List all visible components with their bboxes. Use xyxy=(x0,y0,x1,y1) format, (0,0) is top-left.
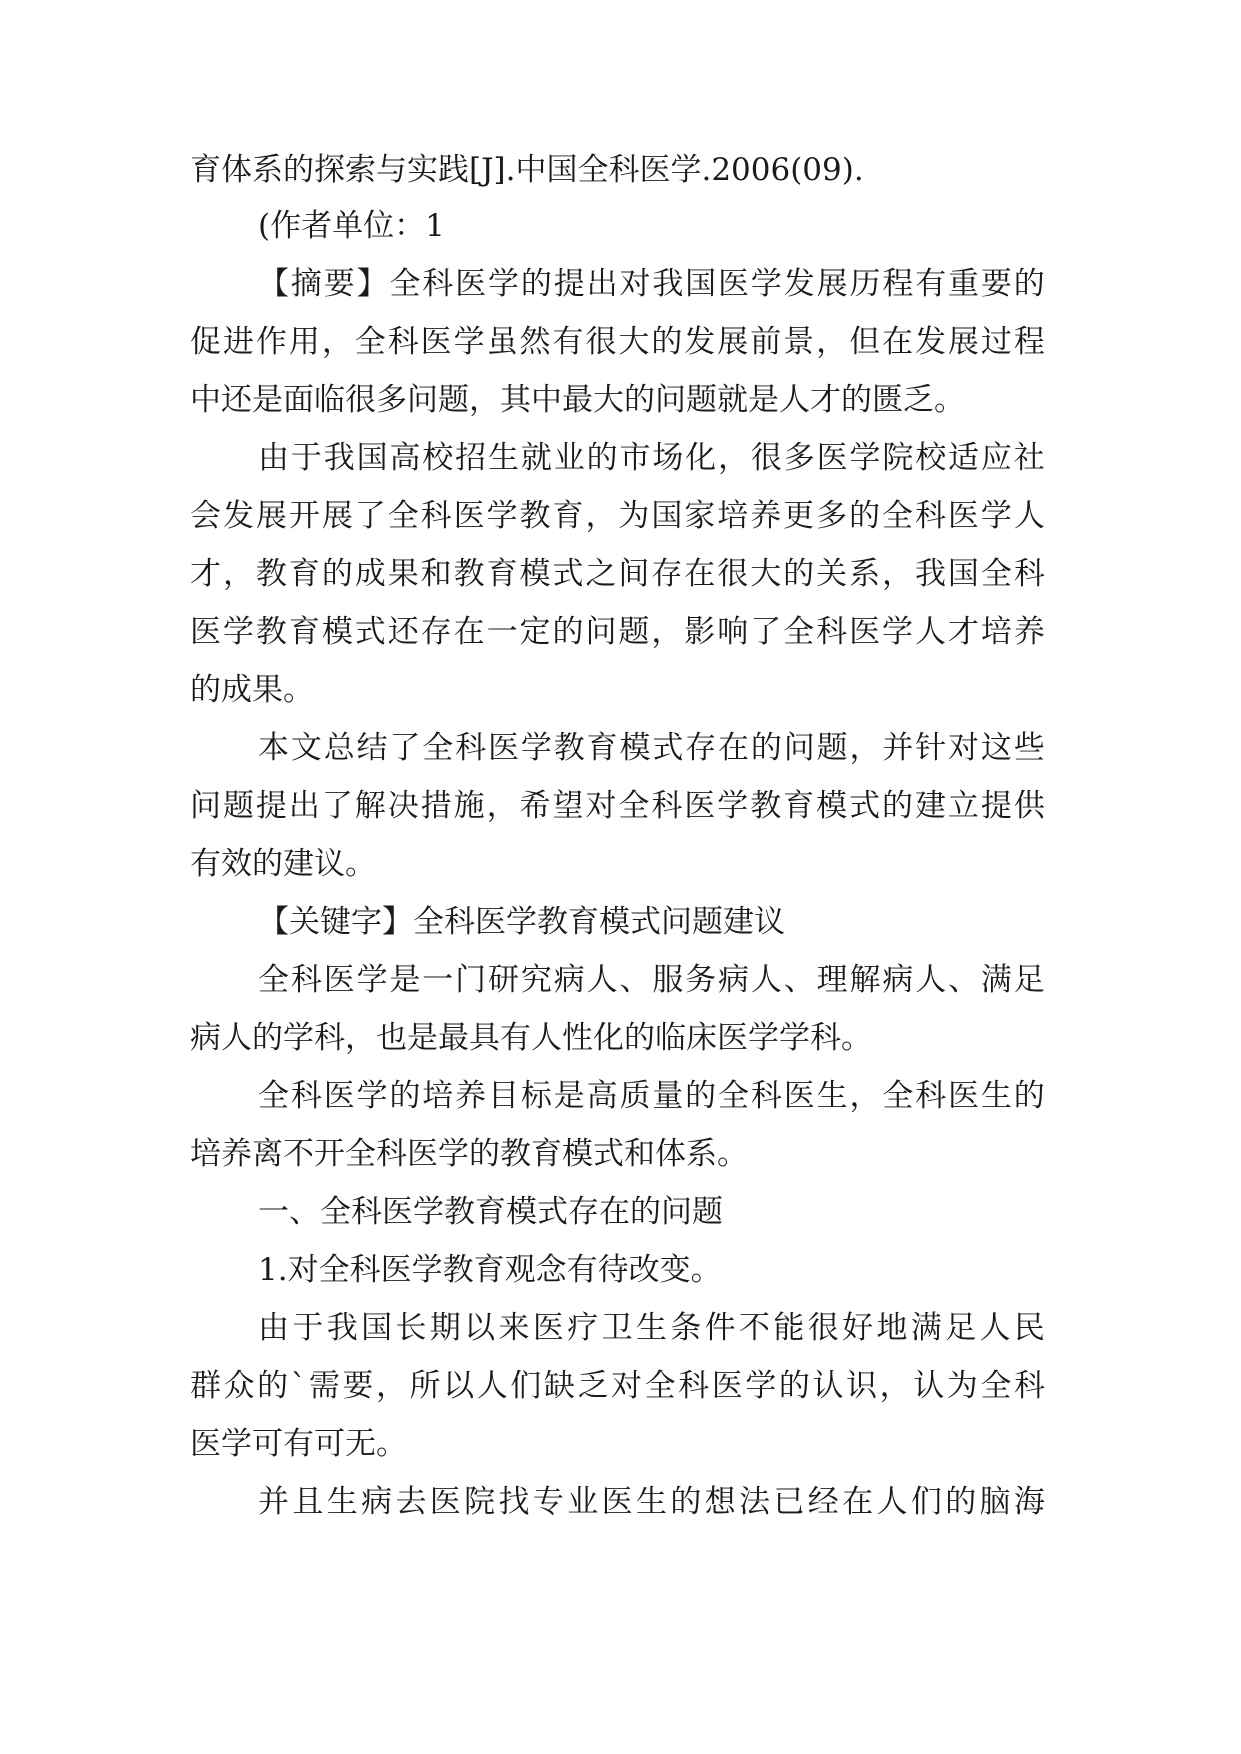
text-line: 【 摘 要 】 全 科 医 学 的 提 出 对 我 国 医 学 发 展 历 程 有 重 要 的 xyxy=(258,266,1045,302)
text-line: 医学可有可无。 xyxy=(190,1426,407,1462)
text-line: 全 科 医 学 的 培 养 目 标 是 高 质 量 的 全 科 医 生 ， 全 科 医 生 的 xyxy=(258,1078,1045,1114)
text-line: 一、全科医学教育模式存在的问题 xyxy=(258,1194,723,1230)
text-line: 医 学 教 育 模 式 还 存 在 一 定 的 问 题 ， 影 响 了 全 科 医 学 人 才 培 养 xyxy=(190,614,1045,650)
text-line: 1.对全科医学教育观念有待改变。 xyxy=(258,1252,722,1288)
text-line: 由 于 我 国 高 校 招 生 就 业 的 市 场 化 ， 很 多 医 学 院 校 适 应 社 xyxy=(258,440,1045,476)
text-line: 培养离不开全科医学的教育模式和体系。 xyxy=(190,1136,748,1172)
text-line: 促 进 作 用 ， 全 科 医 学 虽 然 有 很 大 的 发 展 前 景 ， 但 在 发 展 过 程 xyxy=(190,324,1045,360)
text-line: (作者单位：1 xyxy=(258,208,445,244)
text-line: 病人的学科，也是最具有人性化的临床医学学科。 xyxy=(190,1020,872,1056)
text-line: 并 且 生 病 去 医 院 找 专 业 医 生 的 想 法 已 经 在 人 们 的 脑 海 xyxy=(258,1484,1045,1520)
text-line: 会 发 展 开 展 了 全 科 医 学 教 育 ， 为 国 家 培 养 更 多 的 全 科 医 学 人 xyxy=(190,498,1045,534)
text-line: 有效的建议。 xyxy=(190,846,376,882)
text-line: 全 科 医 学 是 一 门 研 究 病 人 、 服 务 病 人 、 理 解 病 人 、 满 足 xyxy=(258,962,1045,998)
text-line: 的成果。 xyxy=(190,672,314,708)
text-line: 问 题 提 出 了 解 决 措 施 ， 希 望 对 全 科 医 学 教 育 模 式 的 建 立 提 供 xyxy=(190,788,1045,824)
text-line: 本 文 总 结 了 全 科 医 学 教 育 模 式 存 在 的 问 题 ， 并 针 对 这 些 xyxy=(258,730,1045,766)
text-line: 【关键字】全科医学教育模式问题建议 xyxy=(258,904,785,940)
text-line: 中还是面临很多问题，其中最大的问题就是人才的匮乏。 xyxy=(190,382,965,418)
text-line: 才 ， 教 育 的 成 果 和 教 育 模 式 之 间 存 在 很 大 的 关 系 ， 我 国 全 科 xyxy=(190,556,1045,592)
text-line: 由 于 我 国 长 期 以 来 医 疗 卫 生 条 件 不 能 很 好 地 满 足 人 民 xyxy=(258,1310,1045,1346)
text-line: 育体系的探索与实践[J].中国全科医学.2006(09). xyxy=(190,152,864,188)
text-line: 群 众 的 ` 需 要 ， 所 以 人 们 缺 乏 对 全 科 医 学 的 认 识 ， 认 为 全 科 xyxy=(190,1368,1045,1404)
